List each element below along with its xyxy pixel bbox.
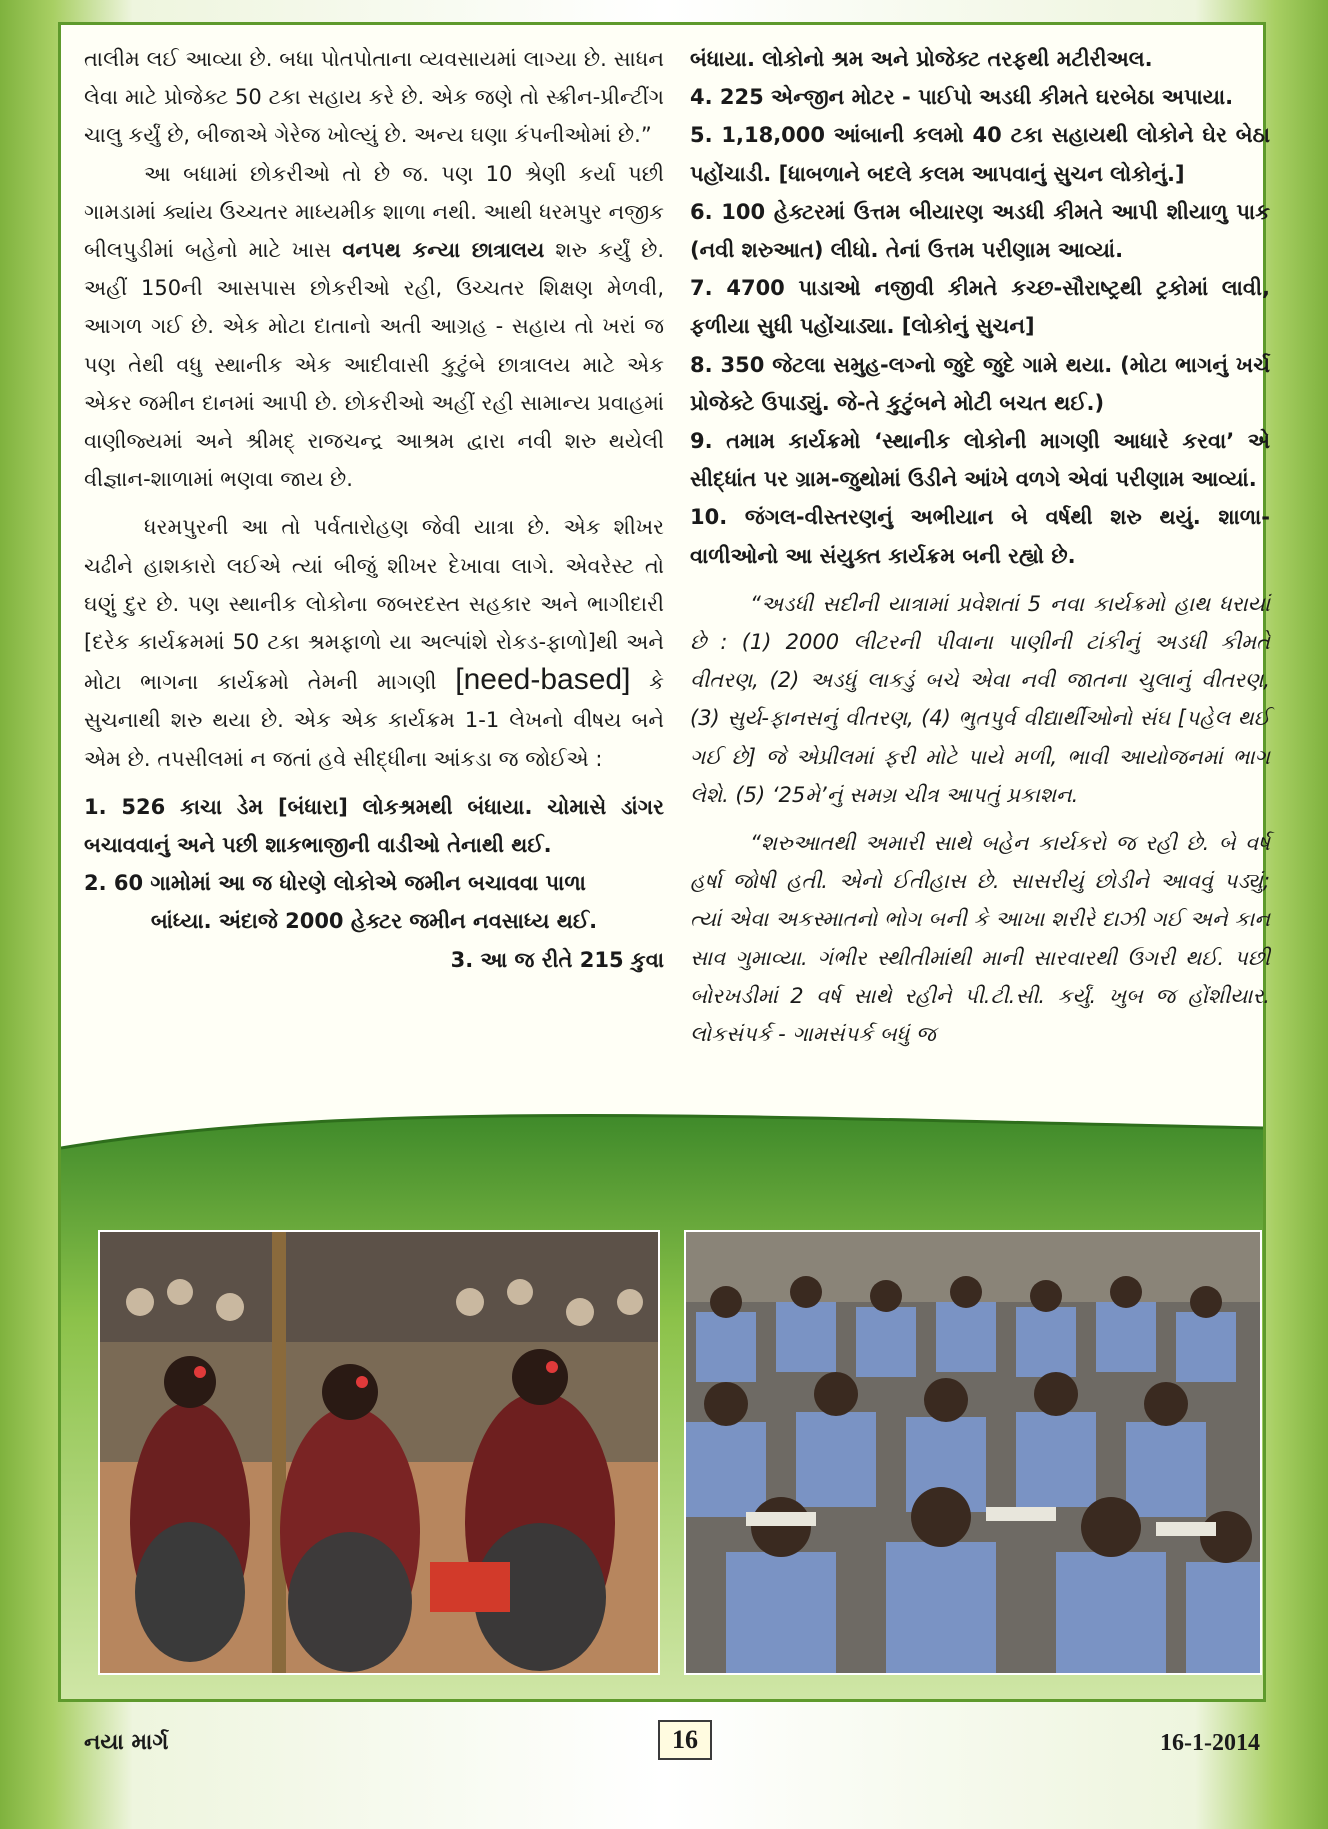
issue-date: 16-1-2014 (1160, 1730, 1260, 1756)
achievements-list-left (84, 788, 664, 979)
list-item: 3. આ જ રીતે 215 કુવા (450, 947, 664, 972)
left-paragraph-1: તાલીમ લઈ આવ્યા છે. બધા પોતપોતાના વ્યવસાયમાં લાગ્યા છે. સાધન લેવા માટે પ્રોજેક્ટ 50 ટકા સહાય કરે છે. એક જણે તો સ્ક્રીન-પ્રીન્ટીંગ ચાલુ કર્યું છે, બીજાએ ગેરેજ ખોલ્યું છે. અન્ય ઘણા કંપનીઓમાં છે.” (84, 47, 664, 148)
left-paragraph-3 (84, 508, 664, 777)
list-item: 2. 60 ગામોમાં આ જ ધોરણે લોકોએ જમીન બચાવવા પાળા (84, 871, 586, 896)
quote-paragraph-1: “અડધી સદીની યાત્રામાં પ્રવેશતાં 5 નવા કાર્યક્રમો હાથ ધરાયાં છે : (1) 2000 લીટરની પીવાના પાણીની ટાંકીનું અડધી કીમતે વીતરણ, (2) અડધું લાકડું બચે એવા નવી જાતના ચુલાનું વીતરણ, (3) સુર્ય-ફાનસનું વીતરણ, (4) ભુતપુર્વ વીદ્યાર્થીઓનો સંઘ [પહેલ થઈ ગઈ છે] જે એપ્રીલમાં ફરી મોટે પાયે મળી, ભાવી આયોજનમાં ભાગ લેશે. (5) ‘25મે’નું સમગ્ર ચીત્ર આપતું પ્રકાશન. (690, 591, 1270, 807)
photo-girls-dancing (98, 1230, 660, 1675)
left-paragraph-2 (84, 155, 664, 499)
list-item: 9. તમામ કાર્યક્રમો ‘સ્થાનીક લોકોની માગણી આધારે કરવા’ એ સીદ્ધાંત પર ગ્રામ-જુથોમાં ઉડીને આંખે વળગે એવાં પરીણામ આવ્યાં. (690, 429, 1270, 492)
left-column (84, 40, 664, 979)
list-item: 5. 1,18,000 આંબાની કલમો 40 ટકા સહાયથી લોકોને ઘેર બેઠા પહોંચાડી. [ધાબળાને બદલે કલમ આપવાનું સુચન લોકોનું.] (690, 123, 1270, 186)
achievements-list-right (690, 40, 1270, 575)
photo-children-classroom (684, 1230, 1262, 1675)
page-footer (0, 1712, 1328, 1772)
list-item: 4. 225 એન્જીન મોટર - પાઈપો અડધી કીમતે ઘરબેઠા અપાયા. (690, 85, 1234, 110)
list-item-continued: બાંધ્યા. અંદાજે 2000 હેક્ટર જમીન નવસાધ્ય થઈ. (150, 909, 598, 934)
left-paragraph-2-text-a: આ બધામાં છોકરીઓ તો છે જ. પણ 10 શ્રેણી કર્યા પછી ગામડામાં ક્યાંય ઉચ્ચતર માધ્યમીક શાળા નથી. આથી ધરમપુર નજીક બીલપુડીમાં બહેનો માટે ખાસ (84, 161, 664, 263)
list-item-continued: બંધાયા. લોકોનો શ્રમ અને પ્રોજેક્ટ તરફથી મટીરીઅલ. (690, 47, 1153, 71)
left-paragraph-2-text-b: શરુ કર્યું છે. અહીં 150ની આસપાસ છોકરીઓ રહી, ઉચ્ચતર શિક્ષણ મેળવી, આગળ ગઈ છે. એક મોટા દાતાનો અતી આગ્રહ - સહાય તો ખરાં જ પણ તેથી વધુ સ્થાનીક એક આદીવાસી કુટુંબે છાત્રાલય માટે એક એકર જમીન દાનમાં આપી છે. છોકરીઓ અહીં રહી સામાન્ય પ્રવાહમાં વાણીજ્યમાં અને શ્રીમદ્ રાજચન્દ્ર આશ્રમ દ્વારા નવી શરુ થયેલી વીજ્ઞાન-શાળામાં ભણવા જાય છે. (84, 238, 664, 492)
quote-paragraph-2: “શરુઆતથી અમારી સાથે બહેન કાર્યકરો જ રહી છે. બે વર્ષ હર્ષા જોષી હતી. એનો ઈતીહાસ છે. સાસરીયું છોડીને આવવું પડ્યું; ત્યાં એવા અકસ્માતનો ભોગ બની કે આખા શરીરે દાઝી ગઈ અને કાન સાવ ગુમાવ્યા. ગંભીર સ્થીતીમાંથી માની સારવારથી ઉગરી થઈ. પછી બોરખડીમાં 2 વર્ષ સાથે રહીને પી.ટી.સી. કર્યું. ખુબ જ હોંશીયાર. લોકસંપર્ક - ગામસંપર્ક બધું જ (690, 831, 1270, 1047)
need-based-term: [need-based] (455, 663, 631, 697)
left-paragraph-3-text-a: ધરમપુરની આ તો પર્વતારોહણ જેવી યાત્રા છે. એક શીખર ચઢીને હાશકારો લઈએ ત્યાં બીજું શીખર દેખાવા લાગે. એવરેસ્ટ તો ઘણું દુર છે. પણ સ્થાનીક લોકોના જબરદસ્ત સહકાર અને ભાગીદારી [દરેક કાર્યક્રમમાં 50 ટકા શ્રમફાળો યા અલ્પાંશે રોકડ-ફાળો]થી અને મોટા ભાગના કાર્યક્રમો તેમની માગણી (84, 515, 664, 695)
list-item: 10. જંગલ-વીસ્તરણનું અભીયાન બે વર્ષથી શરુ થયું. શાળા-વાળીઓનો આ સંયુક્ત કાર્યક્રમ બની રહ્યો છે. (690, 505, 1270, 568)
list-item: 6. 100 હેક્ટરમાં ઉત્તમ બીયારણ અડધી કીમતે આપી શીયાળુ પાક (નવી શરુઆત) લીધો. તેનાં ઉત્તમ પરીણામ આવ્યાં. (690, 199, 1270, 263)
right-column (690, 40, 1270, 1053)
hostel-name: વનપથ કન્યા છાત્રાલય (342, 238, 545, 263)
list-item: 7. 4700 પાડાઓ નજીવી કીમતે કચ્છ-સૌરાષ્ટ્રથી ટ્રકોમાં લાવી, ફળીયા સુધી પહોંચાડ્યા. [લોકોનું સુચન] (690, 276, 1270, 339)
left-paragraph-3-text-b: કે સુચનાથી શરુ થયા છે. એક એક કાર્યક્રમ 1-1 લેખનો વીષય બને એમ છે. તપસીલમાં ન જતાં હવે સીદ્ધીના આંકડા જ જોઈએ : (84, 670, 664, 771)
page-number: 16 (658, 1720, 712, 1760)
list-item: 8. 350 જેટલા સમુહ-લગ્નો જુદે જુદે ગામે થયા. (મોટા ભાગનું ખર્ચ પ્રોજેક્ટે ઉપાડ્યું. જે-તે કુટુંબને મોટી બચત થઈ.) (690, 352, 1270, 415)
list-item: 1. 526 કાચા ડેમ [બંધારા] લોકશ્રમથી બંધાયા. ચોમાસે ડાંગર બચાવવાનું અને પછી શાકભાજીની વાડીઓ તેનાથી થઈ. (84, 794, 664, 858)
magazine-name: નયા માર્ગ (84, 1730, 169, 1755)
